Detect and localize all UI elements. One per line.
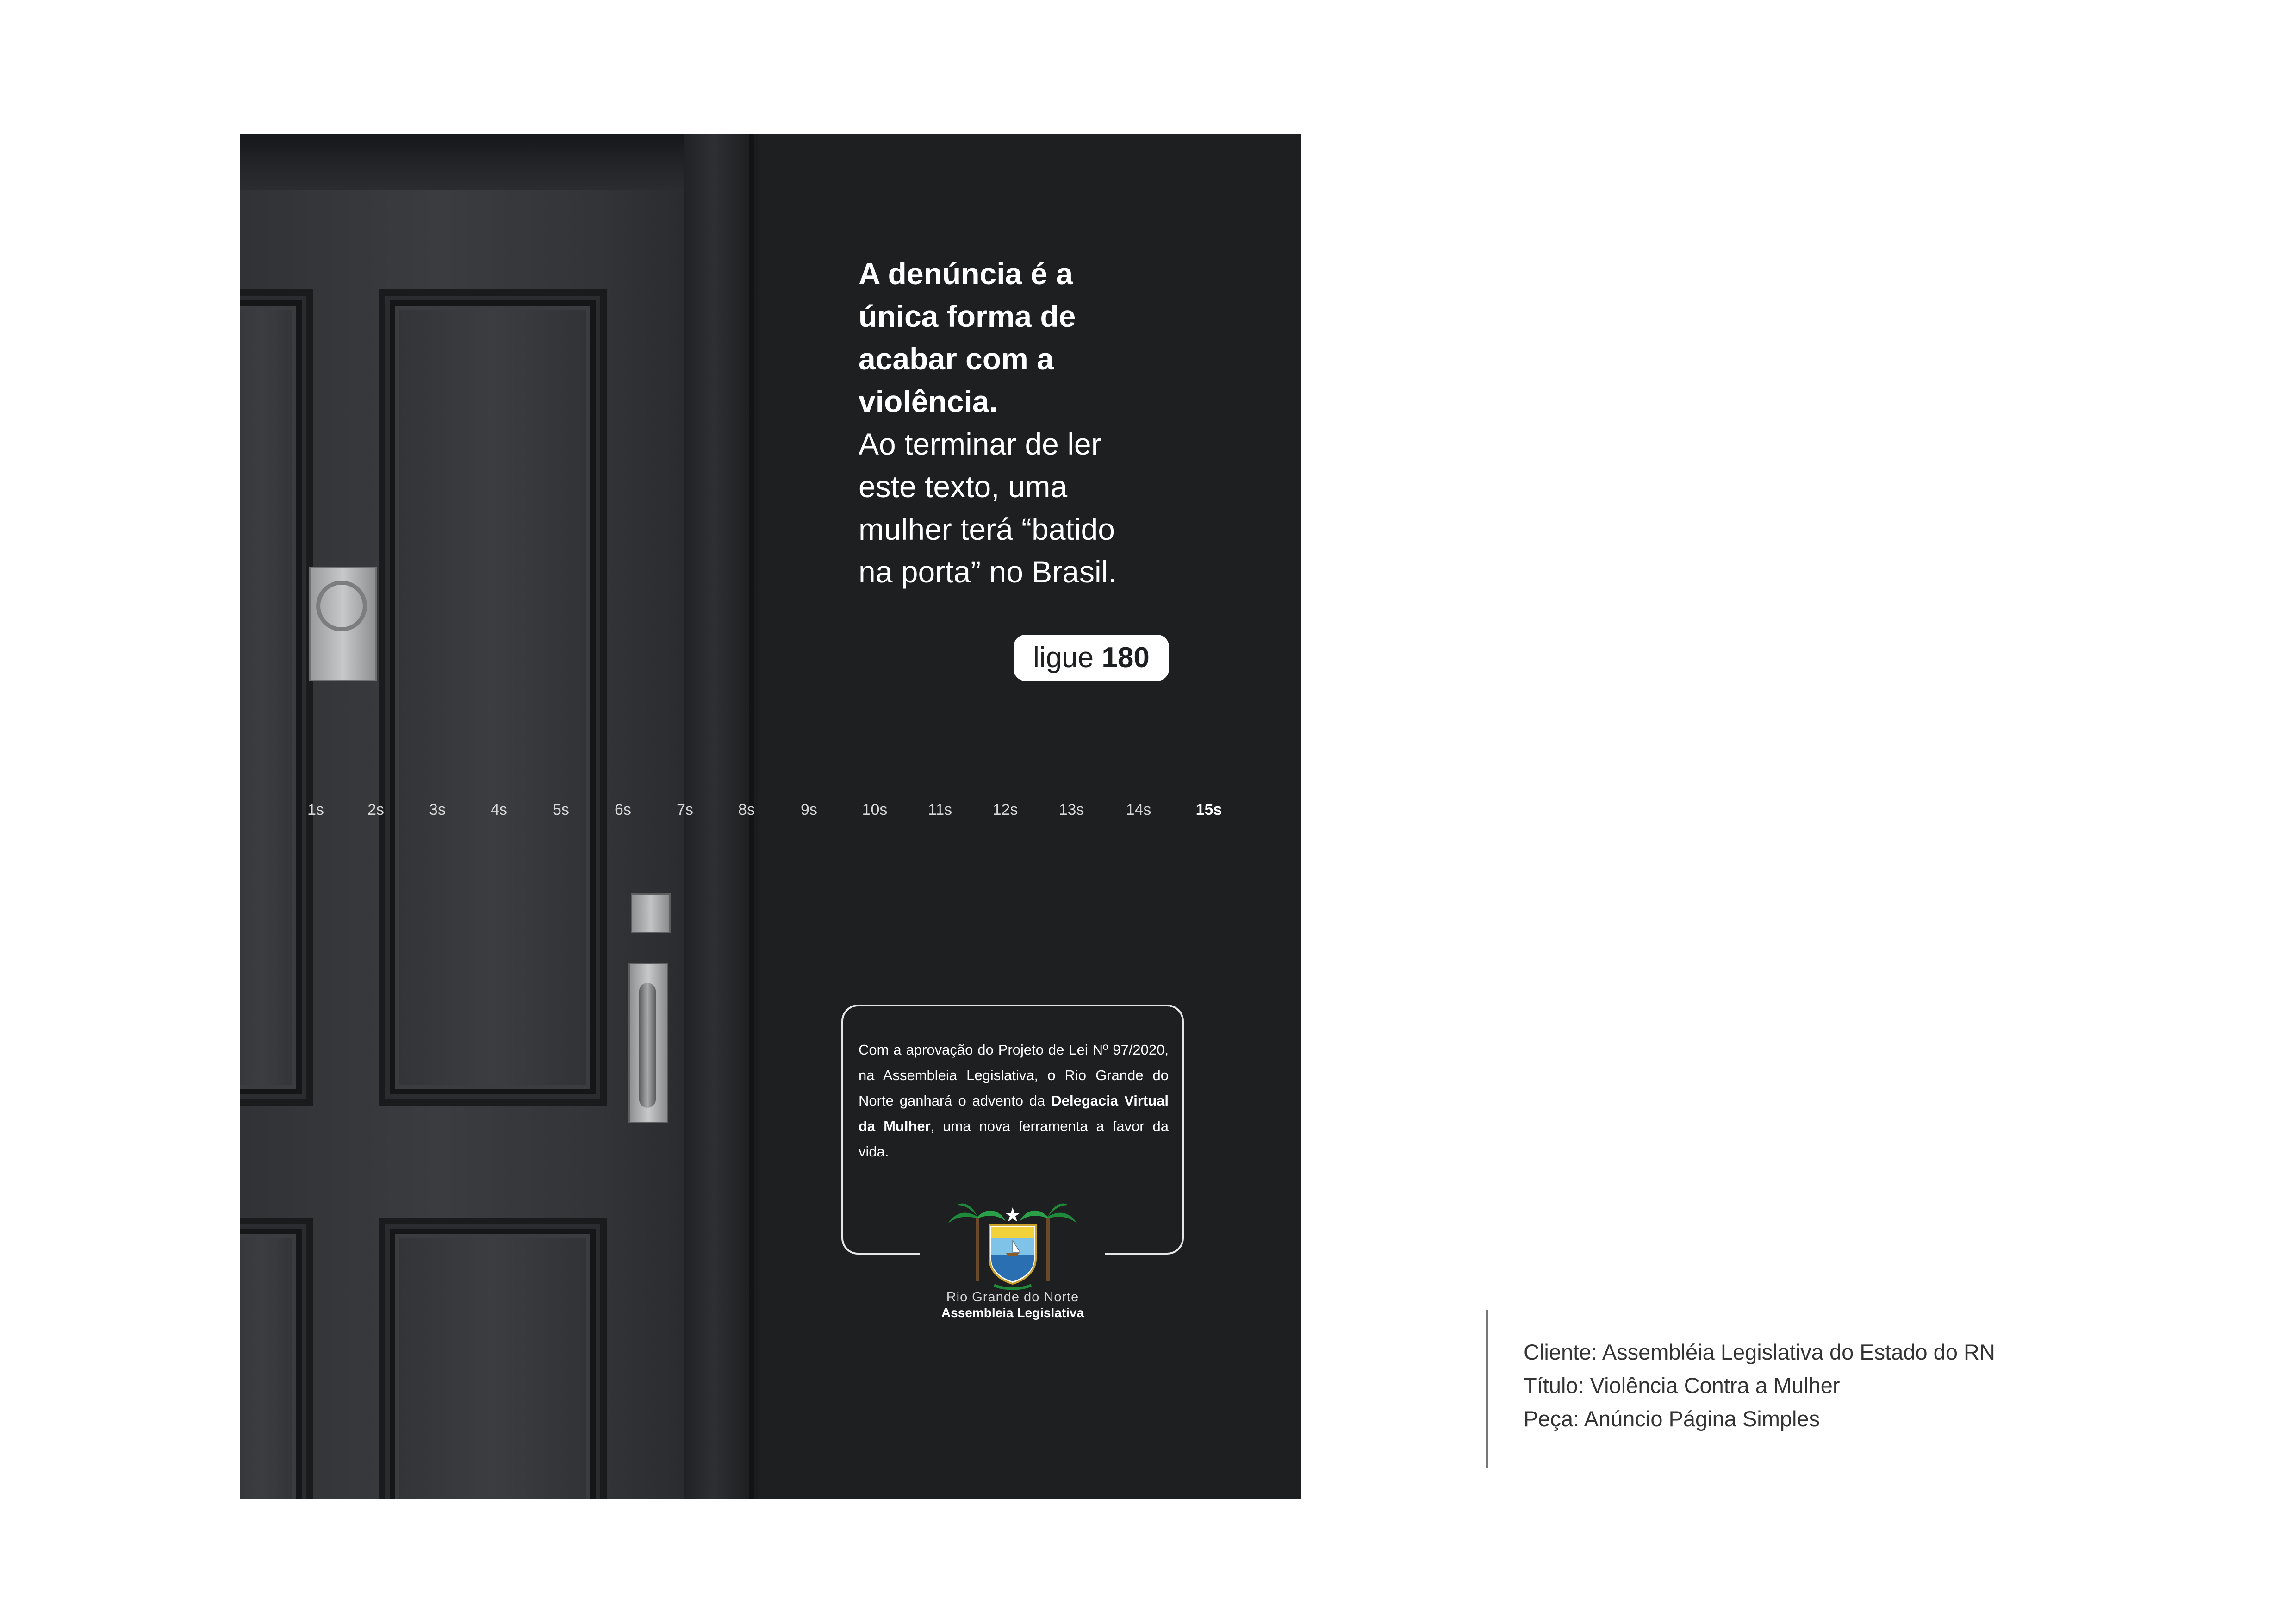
headline-line: mulher terá “batido — [859, 512, 1115, 546]
caption — [1524, 1336, 1995, 1436]
timeline-tick: 8s — [738, 801, 755, 818]
caption-title: Título: Violência Contra a Mulher — [1524, 1373, 1840, 1398]
door-frame-top — [240, 134, 758, 190]
headline-bold-line: A denúncia é a — [859, 256, 1073, 291]
info-text-highlight: Delegacia Virtual da Mulher — [859, 1093, 1169, 1134]
headline-line: este texto, uma — [859, 469, 1068, 504]
info-text — [859, 1037, 1169, 1164]
door-handle — [628, 963, 668, 1123]
logo-place: Rio Grande do Norte — [946, 1290, 1079, 1305]
seconds-timeline — [240, 801, 1301, 829]
timeline-tick: 3s — [429, 801, 446, 818]
timeline-tick: 4s — [491, 801, 507, 818]
hotline-prefix: ligue — [1033, 642, 1094, 674]
door-panel — [240, 289, 313, 1106]
headline-line: na porta” no Brasil. — [859, 555, 1117, 589]
headline-bold-line: única forma de — [859, 299, 1076, 333]
timeline-tick: 6s — [615, 801, 631, 818]
handle-bar-icon — [639, 983, 656, 1108]
timeline-tick: 5s — [553, 801, 569, 818]
door-panel — [379, 289, 607, 1106]
timeline-tick: 10s — [862, 801, 888, 818]
timeline-tick: 2s — [367, 801, 384, 818]
logo-organization: Assembleia Legislativa — [941, 1305, 1084, 1320]
timeline-tick: 12s — [992, 801, 1018, 818]
advertisement — [240, 134, 1301, 1499]
timeline-tick-current: 15s — [1195, 801, 1222, 818]
deadbolt-lock — [631, 893, 671, 933]
headline — [859, 252, 1192, 593]
caption-client: Cliente: Assembléia Legislativa do Estado do RN — [1524, 1340, 1995, 1364]
hotline-badge — [1014, 635, 1169, 681]
timeline-tick: 1s — [307, 801, 324, 818]
info-text-intro: Com a aprovação do Projeto de Lei Nº 97/2020, na Assembleia Legislativa, o Rio Grande do Norte ganhará o advento da — [859, 1042, 1169, 1109]
timeline-tick: 14s — [1126, 801, 1151, 818]
caption-divider — [1486, 1310, 1488, 1468]
timeline-tick: 11s — [927, 801, 952, 818]
info-text-outro: , uma nova ferramenta a favor da vida. — [859, 1118, 1169, 1160]
hotline-number: 180 — [1101, 642, 1150, 674]
timeline-tick: 7s — [677, 801, 693, 818]
assembly-logo — [934, 1198, 1091, 1323]
headline-bold-line: violência. — [859, 384, 998, 418]
headline-bold-line: acabar com a — [859, 342, 1054, 376]
caption-piece: Peça: Anúncio Página Simples — [1524, 1406, 1820, 1431]
door-panel — [240, 1218, 313, 1499]
headline-line: Ao terminar de ler — [859, 427, 1101, 461]
coat-of-arms-icon — [934, 1198, 1091, 1291]
timeline-tick: 9s — [801, 801, 817, 818]
door-knocker — [309, 567, 377, 681]
timeline-tick: 13s — [1058, 801, 1084, 818]
door-panel — [379, 1218, 607, 1499]
knocker-ring-icon — [316, 581, 367, 631]
